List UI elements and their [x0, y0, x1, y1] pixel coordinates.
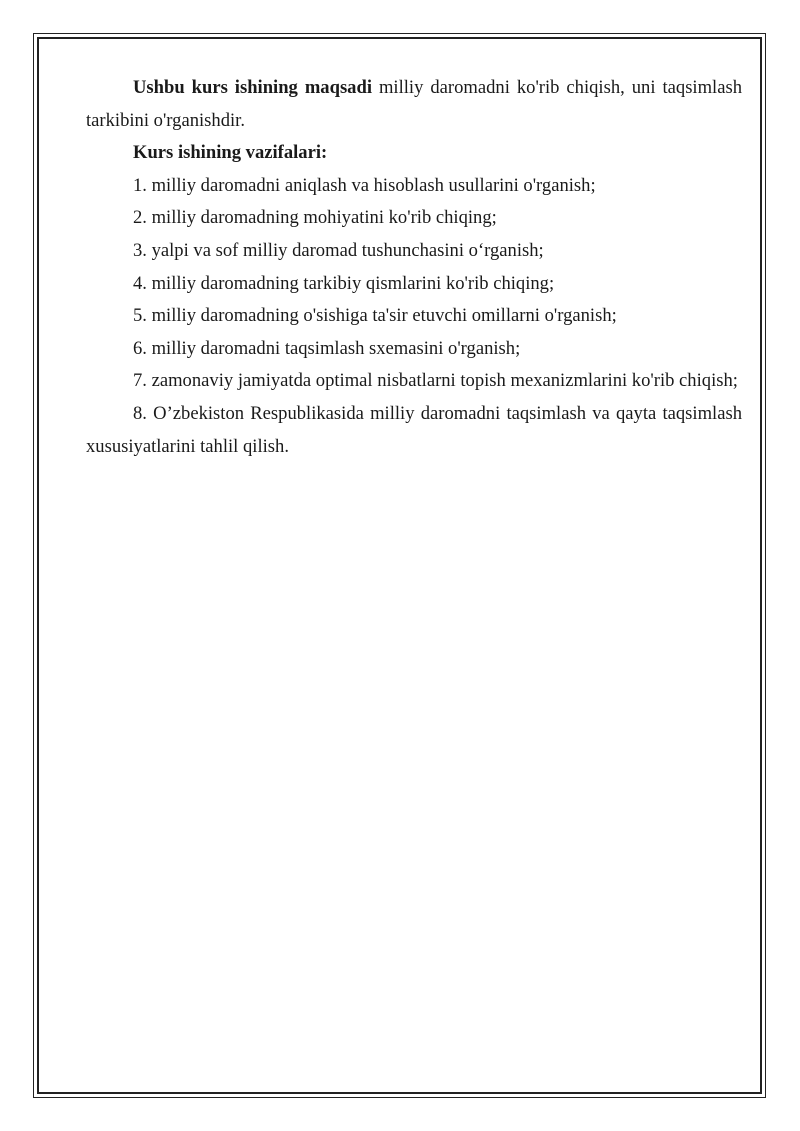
task-item-5: 5. milliy daromadning o'sishiga ta'sir etuvchi omillarni o'rganish; [133, 305, 617, 327]
task-item-8: 8. O’zbekiston Respublikasida milliy daromadni taqsimlash va qayta taqsimlash xususiyatlarini tahlil qilish. [86, 402, 742, 457]
tasks-heading: Kurs ishining vazifalari: [133, 142, 328, 164]
intro-bold-lead: Ushbu kurs ishining maqsadi [133, 77, 372, 98]
task-item-6: 6. milliy daromadni taqsimlash sxemasini o'rganish; [133, 337, 521, 359]
intro-text: milliy daromadni ko'rib chiqish, uni taqsimlash tarkibini o'rganishdir. [86, 77, 743, 131]
document-body [86, 72, 742, 463]
intro-paragraph [86, 72, 742, 137]
task-item-3: 3. yalpi va sof milliy daromad tushunchasini o‘rganish; [133, 239, 544, 261]
task-item-1: 1. milliy daromadni aniqlash va hisoblash usullarini o'rganish; [133, 174, 596, 196]
task-item-2: 2. milliy daromadning mohiyatini ko'rib chiqing; [133, 207, 497, 229]
task-item-7: 7. zamonaviy jamiyatda optimal nisbatlarni topish mexanizmlarini ko'rib chiqish; [133, 370, 738, 392]
task-item-4: 4. milliy daromadning tarkibiy qismlarini ko'rib chiqing; [133, 272, 555, 294]
